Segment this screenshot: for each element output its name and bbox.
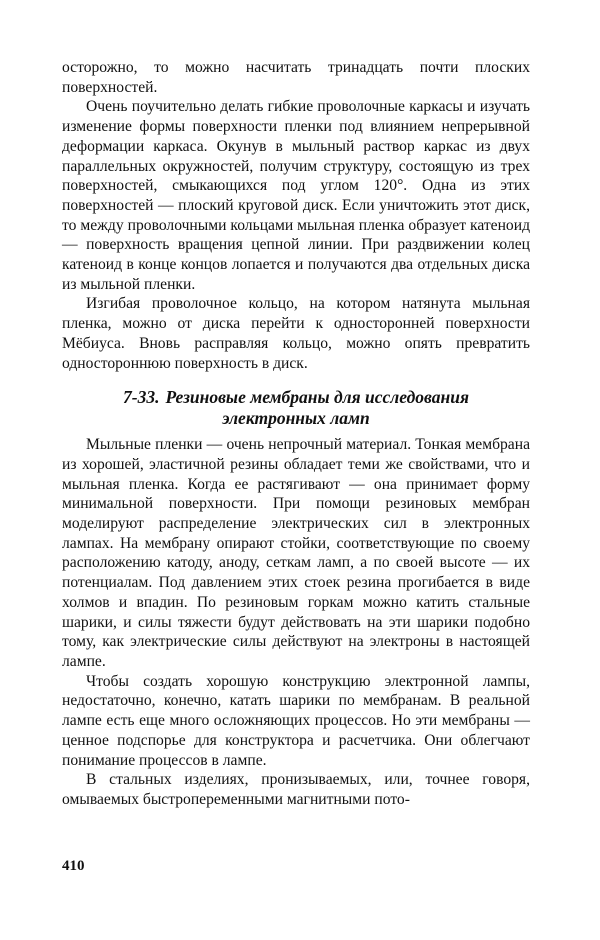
paragraph: Мыльные пленки — очень непрочный материал. Тонкая мембрана из хорошей, эластичной резины обладает теми же свойствами, что и мыльная пленка. Когда ее растягивают — она принимает форму минимальной поверхности. При помощи резиновых мембран моделируют распределение электрических сил в электронных лампах. На мембрану опирают стойки, соответствующие по своему расположению катоду, аноду, сеткам ламп, а по своей высоте — их потенциалам. Под давлением этих стоек резина прогибается в виде холмов и впадин. По резиновым горкам можно катить стальные шарики, и силы тяжести будут действовать на эти шарики подобно тому, как электрические силы действуют на электроны в настоящей лампе. (62, 436, 530, 670)
section-number: 7-33. (123, 387, 160, 408)
page-number: 410 (62, 858, 85, 874)
paragraph: Чтобы создать хорошую конструкцию электронной лампы, недостаточно, конечно, катать шарики по мембранам. В реальной лампе есть еще много осложняющих процессов. Но эти мембраны — ценное подспорье для конструктора и расчетчика. Они облегчают понимание процессов в лампе. (62, 672, 530, 769)
paragraph: осторожно, то можно насчитать тринадцать почти плоских поверхностей. (62, 59, 530, 96)
paragraph: В стальных изделиях, пронизываемых, или, точнее говоря, омываемых быстропеременными магнитными пото- (62, 771, 530, 808)
section-heading (62, 387, 530, 429)
paragraph: Изгибая проволочное кольцо, на котором натянута мыльная пленка, можно от диска перейти к односторонней поверхности Мёбиуса. Вновь расправляя кольцо, можно опять превратить одностороннюю поверхность в диск. (62, 295, 530, 372)
section-title: Резиновые мембраны для исследования электронных ламп (165, 387, 469, 429)
paragraph: Очень поучительно делать гибкие проволочные каркасы и изучать изменение формы поверхности пленки под влиянием непрерывной деформации каркаса. Окунув в мыльный раствор каркас из двух параллельных окружностей, получим структуру, состоящую из трех поверхностей, смыкающихся под углом 120°. Одна из этих поверхностей — плоский круговой диск. Если уничтожить этот диск, то между проволочными кольцами мыльная пленка образует катеноид — поверхность вращения цепной линии. При раздвижении колец катеноид в конце концов лопается и получаются два отдельных диска из мыльной пленки. (62, 98, 530, 293)
page-body (62, 58, 530, 810)
